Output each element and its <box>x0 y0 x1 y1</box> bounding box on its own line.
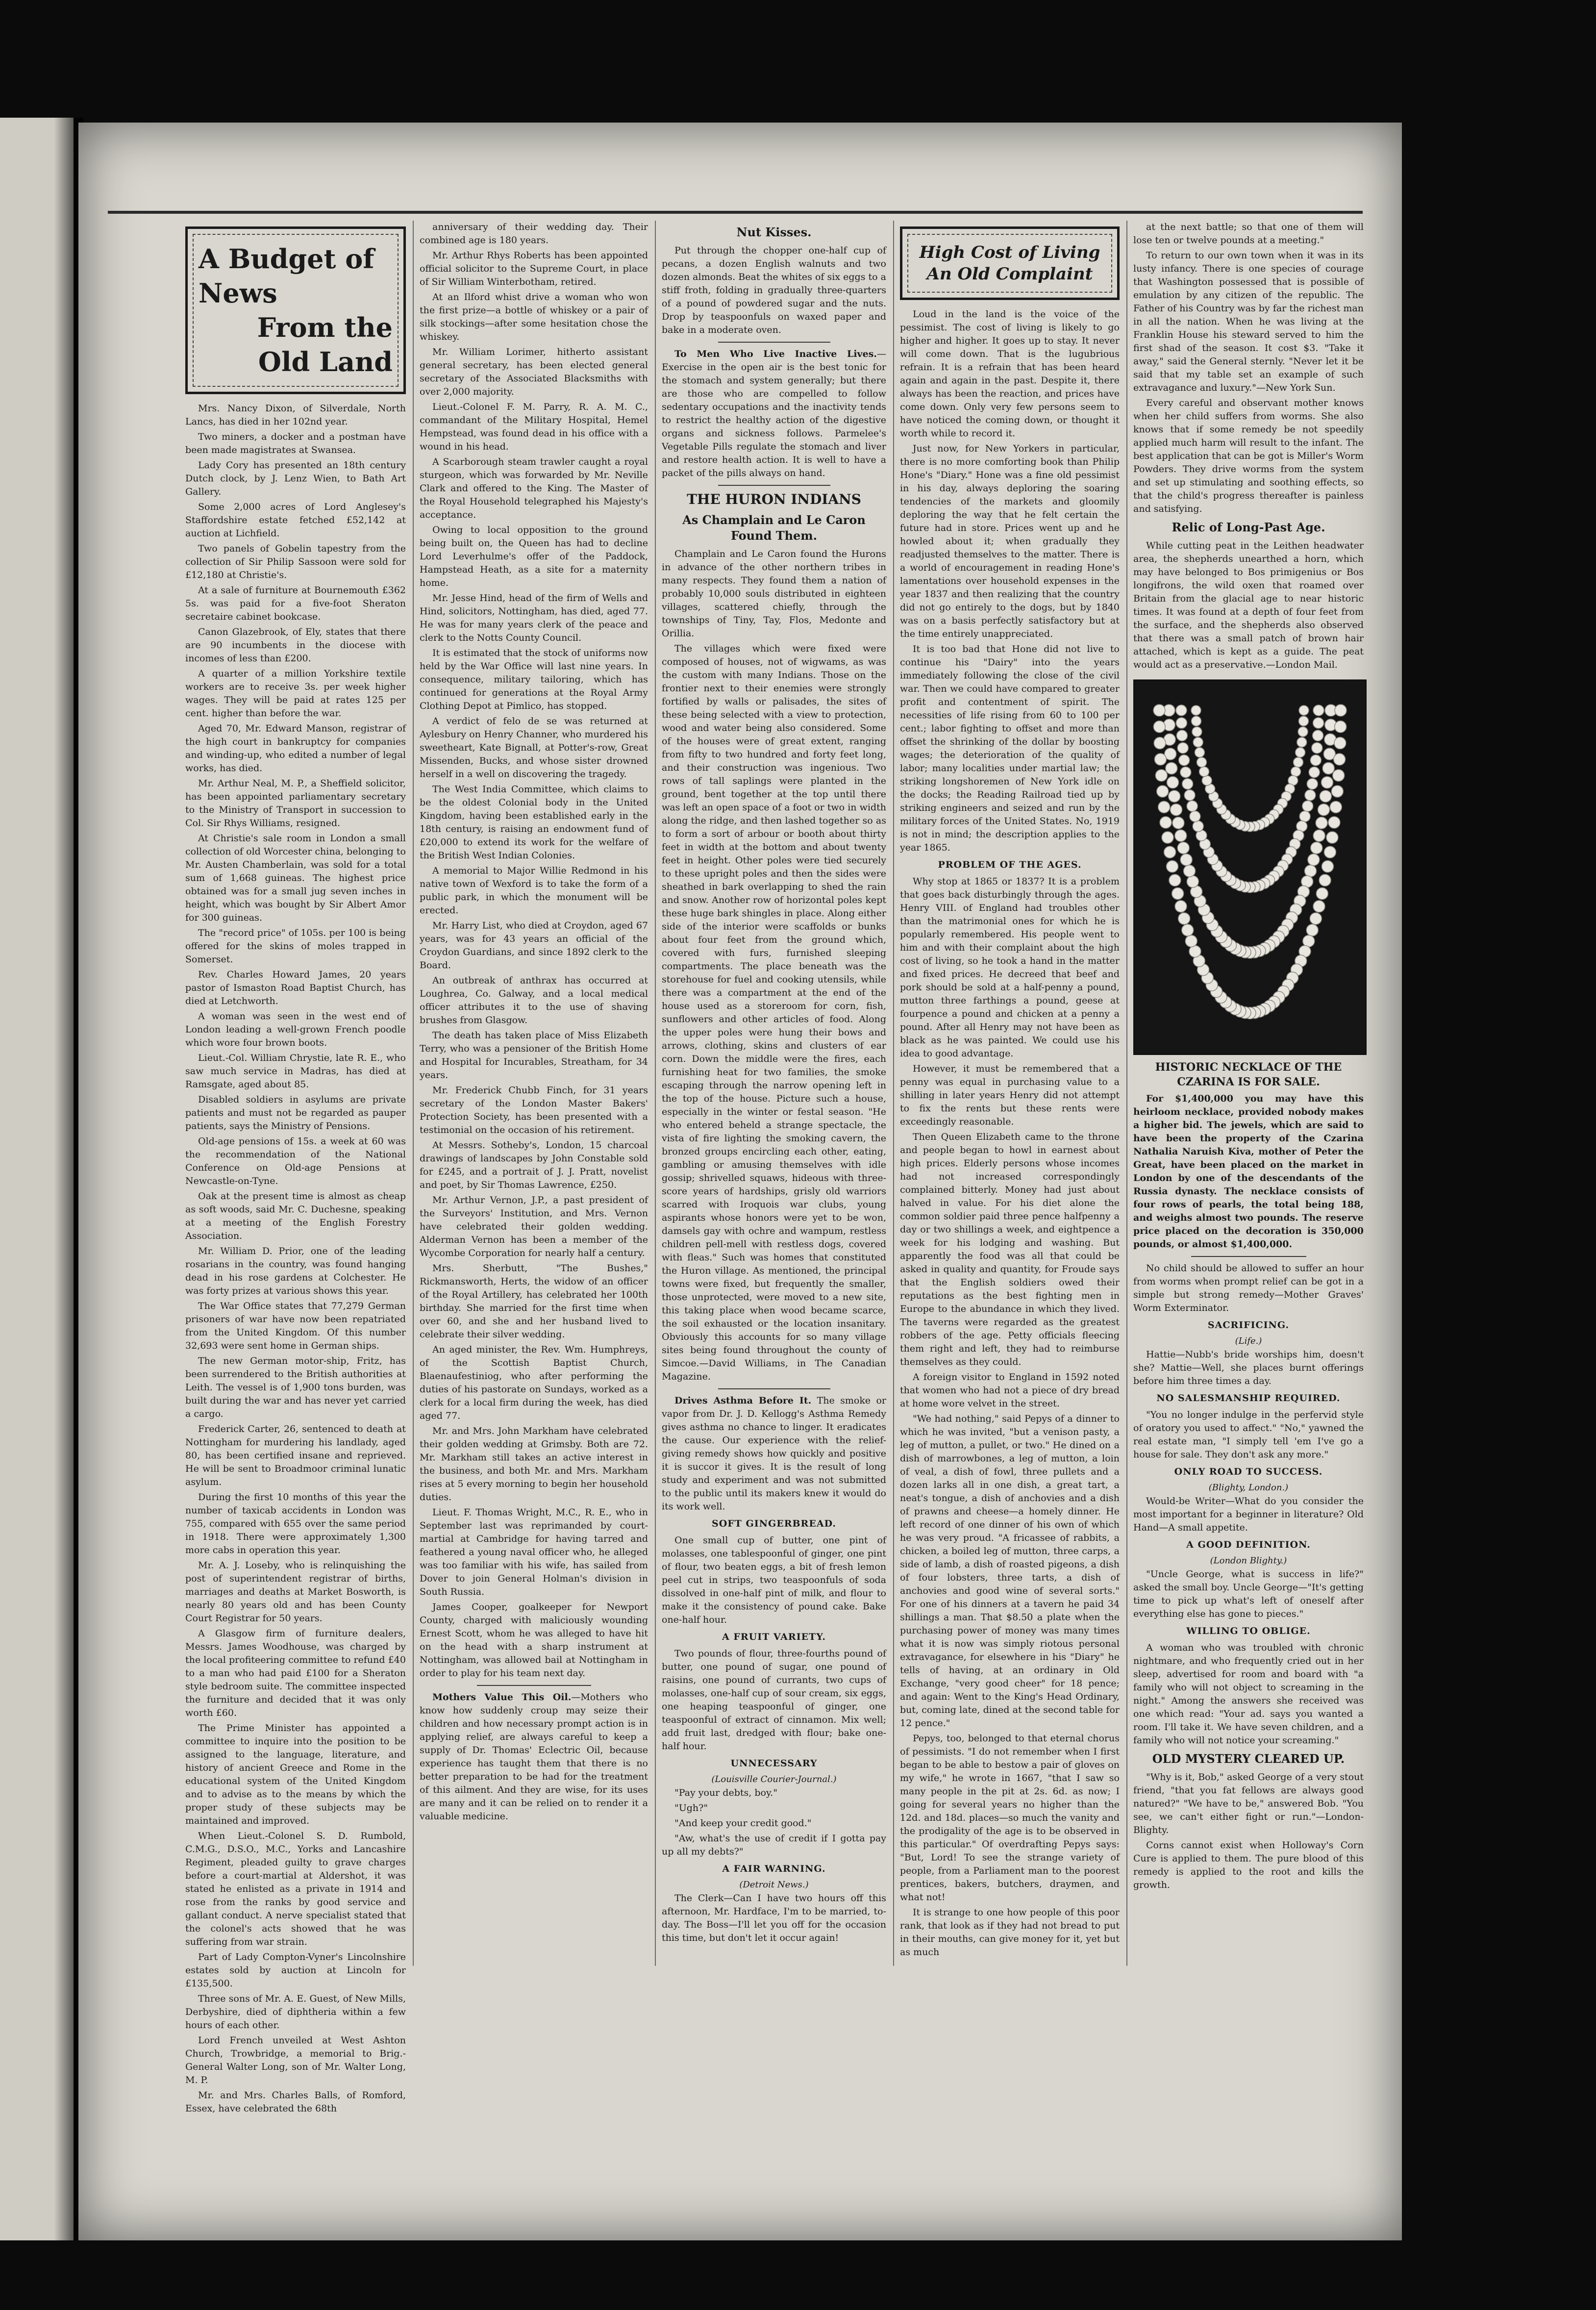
news-item: Part of Lady Compton-Vyner's Lincolnshire estates sold by auction at Lincoln for £135,500. <box>185 1952 406 1989</box>
news-item: A quarter of a million Yorkshire textile workers are to receive 3s. per week higher wages. They will be paid at rates 125 per cent. higher than before the war. <box>185 668 406 719</box>
unnecessary-source: (Louisville Courier-Journal.) <box>711 1774 837 1784</box>
news-item: An aged minister, the Rev. Wm. Humphreys, of the Scottish Baptist Church, Blaenaufestiniog, who after performing the duties of his pastorate on Sundays, worked as a clerk for a local firm during the week, has died aged 77. <box>420 1344 648 1421</box>
pearl-necklace-image <box>1135 681 1365 1054</box>
road-to-success-heading: ONLY ROAD TO SUCCESS. <box>1174 1466 1323 1477</box>
pearl <box>1169 875 1181 886</box>
news-item: When Lieut.-Colonel S. D. Rumbold, C.M.G., D.S.O., M.C., Yorks and Lancashire Regiment, pleaded guilty to grave charges before a court-martial at Aldershot, it was stated he enlisted as a private in 1914 and rose from the ranks by good service and gallant conduct. A nerve specialist stated that the colonel's acts showed that he was suffering from war strain. <box>185 1831 406 1947</box>
article-paragraph: "We had nothing," said Pepys of a dinner to which he was invited, "but a venison pasty, a leg of mutton, a pullet, or two." He dined on a dish of marrowbones, a leg of mutton, a loin of veal, a dish of fowl, three pullets and a dozen larks all in one dish, a great tart, a neat's tongue, a dish of anchovies and a dish of prawns and cheese—a homely dinner. He left record of one dinner of his own of which he was very proud. "A fricassee of rabbits, a chicken, a boiled leg of mutton, three carps, a side of lamb, a dish of roasted pigeons, a dish of four lobsters, three tarts, a dish of anchovies and good wine of several sorts." For one of his dinners at a tavern he paid 34 shillings a man. That $8.50 a plate when the purchasing power of money was many times what it is now was simply riotous personal extravagance, for elsewhere in his "Diary" he tells of having, at an ordinary in Old Exchange, "very good cheer" for 18 pence; and again: Went to the King's Head Ordinary, but, coming late, dined at the second table for 12 pence." <box>900 1413 1120 1729</box>
worm-ad-text: No child should be allowed to suffer an hour from worms when prompt relief can be got in a simple but strong remedy—Mother Graves' Worm Exterminator. <box>1133 1263 1364 1313</box>
dialogue-line: "And keep your credit good." <box>674 1818 812 1829</box>
pearl <box>1187 801 1197 811</box>
pearl <box>1187 876 1198 887</box>
column-1 <box>185 221 406 2114</box>
news-item: Mr. Harry List, who died at Croydon, aged 67 years, was for 43 years an official of the Croydon Guardians, and since 1892 clerk to the Board. <box>420 920 648 971</box>
pearl <box>1171 804 1182 816</box>
pearl <box>1169 790 1180 802</box>
sacrificing-text: Hattie—Nubb's bride worships him, doesn't she? Mattie—Well, she places burnt offerings before him three times a day. <box>1133 1349 1364 1386</box>
fruit-variety-text: Two pounds of flour, three-fourths pound of butter, one pound of sugar, one pound of raisins, one pound of currants, two cups of molasses, one-half cup of sour cream, six eggs, one heaping teaspoonful of ginger, one teaspoonful of extract of cinnamon. Mix well; add fruit last, dredged with flour; bake one-half hour. <box>662 1648 886 1752</box>
nut-kisses-heading: Nut Kisses. <box>736 225 812 239</box>
news-items <box>185 402 406 2115</box>
road-to-success-source: (Blighty, London.) <box>1208 1482 1289 1493</box>
news-item: Mr. and Mrs. Charles Balls, of Romford, Essex, have celebrated the 68th <box>185 2090 406 2114</box>
article-paragraph: Champlain and Le Caron found the Hurons in advance of the other northern tribes in many respects. They found them a nation of probably 10,000 souls distributed in eighteen villages, scattered chiefly, through the townships of Tiny, Tay, Flos, Medonte and Orillia. <box>662 549 886 639</box>
gingerbread-text: One small cup of butter, one pint of molasses, one tablespoonful of ginger, one pint of flour, two beaten eggs, a bit of fresh lemon peel cut in strips, two teaspoonfuls of soda dissolved in one-half pint of milk, and flour to make it the consistency of pound cake. Bake one-half hour. <box>662 1535 886 1625</box>
pearl <box>1313 830 1325 842</box>
pearl <box>1335 721 1347 732</box>
rule <box>718 342 830 343</box>
pearl <box>1155 770 1167 781</box>
oblige-heading: WILLING TO OBLIGE. <box>1186 1626 1311 1636</box>
mystery-heading: OLD MYSTERY CLEARED UP. <box>1152 1752 1345 1766</box>
necklace-caption-title: HISTORIC NECKLACE OF THE CZARINA IS FOR SALE. <box>1155 1061 1342 1088</box>
pearl <box>1322 762 1334 774</box>
pearl <box>1179 755 1190 766</box>
article-paragraph: It is too bad that Hone did not live to continue his "Dairy" into the years immediately following the close of the civil war. Then we could have compared to greater profit and contentment of spirit. The necessities of life rising from 60 to 100 per cent.; labor fighting to offset and more than offset the shrinking of the dollar by boosting wages; the deterioration of the quality of labor; many localities under martial law; the striking longshoremen of New York idle on the docks; the Reading Railroad tied up by striking engineers and seized and run by the military forces of the United States. No, 1919 is not in mind; the description applies to the year 1865. <box>900 644 1120 853</box>
top-rule <box>108 211 1363 214</box>
column-separator <box>893 221 894 1966</box>
news-item: James Cooper, goalkeeper for Newport County, charged with maliciously wounding Ernest Scott, whom he was alleged to have hit on the head with a sharp instrument at Nottingham, was allowed bail at Nottingham in order to play for his team next day. <box>420 1602 648 1679</box>
mystery-text: "Why is it, Bob," asked George of a very stout friend, "that you fat fellows are always good natured?" "We have to be," answered Bob. "You see, we can't either fight or run."—London-Blighty. <box>1133 1772 1364 1835</box>
news-item: Mr. A. J. Loseby, who is relinquishing the post of superintendent registrar of births, marriages and deaths at Market Bosworth, is nearly 80 years old and has been County Court Registrar for 50 years. <box>185 1560 406 1624</box>
pearl <box>1296 748 1305 757</box>
news-item: Old-age pensions of 15s. a week at 60 was the recommendation of the National Conference on Old-age Pensions at Newcastle-on-Tyne. <box>185 1136 406 1186</box>
article-paragraph: Then Queen Elizabeth came to the throne and people began to howl in earnest about high prices. Elderly persons whose incomes had not increased correspondingly complained bitterly. Money had just about halved in value. For his diet alone the common soldier paid three pence halfpenny a day or two shillings a week, and eightpence a week for his lodging and washing. But apparently the food was all that could be asked in quality and quantity, for Froude says that the English soldiers owed their reputations as the best fighting men in Europe to the abundance in which they lived. The taverns were regarded as the greatest robbers of the age. Petty officials fleecing them right and left, they had to reimburse themselves as they could. <box>900 1131 1120 1367</box>
pearl <box>1192 716 1201 726</box>
pearl <box>1299 705 1309 715</box>
rule <box>718 1388 830 1389</box>
huron-subheading: As Champlain and Le Caron Found Them. <box>682 513 866 543</box>
fair-warning-source: (Detroit News.) <box>739 1880 809 1890</box>
news-item: Aged 70, Mr. Edward Manson, registrar of the high court in bankruptcy for companies and winding-up, who edited a number of legal works, has died. <box>185 723 406 774</box>
relic-heading: Relic of Long-Past Age. <box>1172 520 1325 534</box>
pearl <box>1313 705 1324 716</box>
pearl <box>1199 767 1209 777</box>
news-item: Rev. Charles Howard James, 20 years pastor of Ismaston Road Baptist Church, has died at Letchworth. <box>185 969 406 1006</box>
headline-line-2: An Old Complaint <box>926 264 1093 284</box>
news-item: The death has taken place of Miss Elizabeth Terry, who was a pensioner of the British Home and Hospital for Incurables, Streatham, for 34 years. <box>420 1030 648 1080</box>
fruit-variety-heading: A FRUIT VARIETY. <box>722 1632 826 1642</box>
pearl <box>1313 901 1325 912</box>
news-item: Two miners, a docker and a postman have been made magistrates at Swansea. <box>185 431 406 455</box>
mothers-oil-ad <box>420 1691 648 1823</box>
pearl <box>1299 811 1310 822</box>
pearl <box>1192 727 1202 737</box>
pearl <box>1334 753 1346 765</box>
pearl <box>1297 737 1307 747</box>
pearl <box>1313 718 1324 728</box>
unnecessary-heading: UNNECESSARY <box>730 1758 818 1769</box>
pearl <box>1312 743 1322 753</box>
article-paragraph: Why stop at 1865 or 1837? It is a problem that goes back disturbingly through the ages. Henry VIII. of England had troubles other than the matrimonial ones for which he is popularly remembered. His people went to him and with their complaint about the high cost of living, so he took a hand in the matter and fixed prices. He decreed that beef and pork should be sold at a half-penny a pound, mutton three farthings a pound, geese at fourpence a pound and chicken at a penny a pound. After all Henry may not have been as black as he was painted. We could use his idea to good advantage. <box>900 876 1120 1059</box>
headline-line-1: High Cost of Living <box>919 243 1100 262</box>
news-item: The War Office states that 77,279 German prisoners of war have now been repatriated from the United Kingdom. Of this number 32,693 were sent home in German ships. <box>185 1301 406 1351</box>
column-3 <box>662 221 886 1966</box>
news-item: Mrs. Nancy Dixon, of Silverdale, North Lancs, has died in her 102nd year. <box>185 403 406 427</box>
news-item: Lord French unveiled at West Ashton Church, Trowbridge, a memorial to Brig.-General Walter Long, son of Mr. Walter Long, M. P. <box>185 2035 406 2085</box>
pearl <box>1157 785 1169 797</box>
pearl <box>1180 854 1192 866</box>
news-item: anniversary of their wedding day. Their combined age is 180 years. <box>420 222 648 246</box>
pearl <box>1190 811 1200 822</box>
pearl <box>1309 767 1320 778</box>
news-item: Mr. William Lorimer, hitherto assistant general secretary, has been elected general secretary of the Associated Blacksmiths with over 2,000 majority. <box>420 347 648 397</box>
corn-cure-text: Corns cannot exist when Holloway's Corn Cure is applied to them. The pure blood of this remedy is applied to the root and kills the growth. <box>1133 1840 1364 1890</box>
pearl <box>1326 831 1338 843</box>
inactive-lives-text: —Exercise in the open air is the best tonic for the stomach and system generally; but there are those who are compelled to follow sedentary occupations and the inactivity tends to restrict the healthy action of the digestive organs and sickness follows. Parmelee's Vegetable Pills regulate the stomach and liver and restore health action. It is well to have a packet of the pills always on hand. <box>662 349 886 478</box>
definition-heading: A GOOD DEFINITION. <box>1186 1539 1311 1550</box>
pearl <box>1322 777 1333 788</box>
fair-warning-heading: A FAIR WARNING. <box>722 1863 826 1874</box>
pearl <box>1310 755 1321 766</box>
pearl <box>1331 785 1343 797</box>
news-item: Mr. Jesse Hind, head of the firm of Wells and Hind, solicitors, Nottingham, has died, aged 77. He was for many years clerk of the peace and clerk to the Notts County Council. <box>420 593 648 643</box>
pearl <box>1322 860 1334 872</box>
pearl <box>1197 757 1207 767</box>
pearl <box>1193 737 1203 747</box>
news-item: Mr. Arthur Vernon, J.P., a past president of the Surveyors' Institution, and Mrs. Vernon have celebrated their golden wedding. Alderman Vernon has been a member of the Wycombe Corporation for nearly half a century. <box>420 1195 648 1258</box>
article-paragraph: at the next battle; so that one of them will lose ten or twelve pounds at a meeting." <box>1133 222 1364 246</box>
article-paragraph: However, it must be remembered that a penny was equal in purchasing value to a shilling in later years Henry did not attempt to fix the rents but these rents were exceedingly reasonable. <box>900 1063 1120 1127</box>
dialogue-line: "Aw, what's the use of credit if I gotta pay up all my debts?" <box>662 1833 886 1857</box>
dialogue-line: "Pay your debts, boy." <box>674 1787 777 1798</box>
news-item: A memorial to Major Willie Redmond in his native town of Wexford is to take the form of a public park, in which the monument will be erected. <box>420 865 648 916</box>
definition-text: "Uncle George, what is success in life?" asked the small boy. Uncle George—"It's getting time to pick up what's left of oneself after everything else has gone to pieces." <box>1133 1569 1364 1619</box>
column-5 <box>1133 221 1364 1966</box>
pearl <box>1178 913 1190 925</box>
column-separator <box>655 221 656 1966</box>
headline-line-1: A Budget of News <box>199 243 374 309</box>
news-item: At Christie's sale room in London a small collection of old Worcester china, belonging to Mr. Austen Chamberlain, was sold for a total sum of 1,668 guineas. The highest price obtained was for a small jug seven inches in height, which was bought by Sir Albert Amor for 300 guineas. <box>185 833 406 923</box>
asthma-ad <box>662 1394 886 1513</box>
pearl <box>1175 901 1187 912</box>
pearl <box>1182 924 1194 936</box>
pearl <box>1308 854 1320 866</box>
pearl <box>1182 778 1193 789</box>
salesmanship-text: "You no longer indulge in the perfervid style of oratory you used to affect." "No," yawned the real estate man, "I simply tell 'em I've go a house for sale. They don't ask any more." <box>1133 1409 1364 1460</box>
inactive-lives-heading: To Men Who Live Inactive Lives. <box>674 349 877 359</box>
pearl <box>1310 913 1322 925</box>
pearl <box>1177 743 1188 753</box>
news-item: Some 2,000 acres of Lord Anglesey's Staffordshire estate fetched £52,142 at auction at Lichfield. <box>185 502 406 539</box>
pearl <box>1307 778 1318 789</box>
pearl <box>1166 762 1177 774</box>
article-paragraph: Just now, for New Yorkers in particular, there is no more comforting book than Philip Hone's "Diary." Hone was a fine old pessimist in his day, always deploring the soaring tendencies of the markets and gloomily deploring the way that he felt certain the future had in store. Prices went up and he howled about it; when gradually they readjusted themselves to the matter. There is a world of encouragement in reading Hone's lamentations over household expenses in the year 1837 and then realizing that the country did not go entirely to the dogs, but by 1840 was on a basis perfectly satisfactory but at the time entirely unappreciated. <box>900 443 1120 639</box>
sacrificing-heading: SACRIFICING. <box>1207 1320 1290 1331</box>
pearl <box>1167 777 1179 788</box>
news-item: Mr. Frederick Chubb Finch, for 31 years secretary of the London Master Bakers' Protection Society, has been presented with a testimonial on the occasion of his retirement. <box>420 1085 648 1135</box>
cost-of-living-article <box>900 308 1120 854</box>
pearl <box>1176 718 1187 728</box>
news-item: A verdict of felo de se was returned at Aylesbury on Henry Channer, who murdered his sweetheart, Kate Bignall, at Potter's-row, Great Missenden, Bucks, and whose sister drowned herself in a well on discovering the tragedy. <box>420 716 648 779</box>
huron-article <box>662 548 886 1383</box>
news-item: The new German motor-ship, Fritz, has been surrendered to the British authorities at Leith. The vessel is of 1,900 tons burden, was built during the war and has never yet carried a cargo. <box>185 1356 406 1419</box>
pearl <box>1172 817 1184 829</box>
news-item: Lieut.-Col. William Chrystie, late R. E., who saw much service in Madras, has died at Ramsgate, aged about 85. <box>185 1053 406 1090</box>
pearl <box>1154 737 1166 749</box>
pearl <box>1172 888 1184 900</box>
pearl <box>1335 704 1347 716</box>
pearl <box>1316 888 1328 900</box>
news-item: Mrs. Sherbutt, "The Bushes," Rickmansworth, Herts, the widow of an officer of the Royal Artillery, has celebrated her 100th birthday. She married for the first time when over 60, and she and her husband lived to celebrate their silver wedding. <box>420 1263 648 1340</box>
oblige-text: A woman who was troubled with chronic nightmare, and who frequently cried out in her sleep, advertised for room and board with "a family who will not object to screaming in the night." Among the answers she received was one which read: "Your ad. says you wanted a room. I'll take it. We have seven children, and a family who will not notice your screaming." <box>1133 1642 1364 1746</box>
pearl <box>1306 924 1318 936</box>
pearl <box>1175 830 1187 842</box>
pearl <box>1302 801 1313 811</box>
unnecessary-dialogue <box>662 1786 886 1858</box>
pearl <box>1162 831 1173 843</box>
gingerbread-heading: SOFT GINGERBREAD. <box>712 1518 836 1529</box>
pearl <box>1160 817 1172 829</box>
news-item: An outbreak of anthrax has occurred at Loughrea, Co. Galway, and a local medical officer attributes it to the use of shaving brushes from Glasgow. <box>420 975 648 1026</box>
news-item: A Scarborough steam trawler caught a royal sturgeon, which was forwarded by Mr. Neville Clark and offered to the King. The Master of the Royal Household telegraphed his Majesty's acceptance. <box>420 456 648 520</box>
pearl <box>1328 817 1340 829</box>
news-item: Oak at the present time is almost as cheap as soft woods, said Mr. C. Duchesne, speaking at a meeting of the English Forestry Association. <box>185 1191 406 1241</box>
column-separator <box>1126 221 1127 1966</box>
news-item: The Prime Minister has appointed a committee to inquire into the position to be assigned to the language, literature, and history of ancient Greece and Rome in the educational system of the United Kingdom and to advise as to the means by which the proper study of these subjects may be maintained and improved. <box>185 1723 406 1826</box>
pearl <box>1158 801 1170 813</box>
pearl <box>1164 846 1176 858</box>
news-item: The "record price" of 105s. per 100 is being offered for the skins of moles trapped in Somerset. <box>185 928 406 965</box>
pearl <box>1191 705 1201 715</box>
article-paragraph: Every careful and observant mother knows when her child suffers from worms. She also knows that if some remedy be not speedily applied much harm will result to the infant. The best application that can be got is Miller's Worm Powders. They drive worms from the system and set up stimulating and soothing effects, so that the child's progress thereafter is painless and satisfying. <box>1133 398 1364 514</box>
pearl <box>1185 935 1197 947</box>
news-item: It is estimated that the stock of uniforms now held by the War Office will last nine years. In consequence, military tailoring, which has continued for generations at the Royal Army Clothing Depot at Pimlico, has stopped. <box>420 648 648 711</box>
pearl <box>1298 727 1308 737</box>
mothers-oil-heading: Mothers Value This Oil. <box>432 1692 572 1703</box>
road-to-success-text: Would-be Writer—What do you consider the most important for a beginner in literature? Old Hand—A small appetite. <box>1133 1496 1364 1533</box>
article-paragraph: The villages which were fixed were composed of houses, not of wigwams, as was the custom with many Indians. Those on the frontier next to their enemies were strongly fortified by walls or palisades, the sites of these being selected with a view to protection, wood and water being also considered. Some of the houses were of great extent, ranging from fifty to two hundred and forty feet long, and their construction was ingenious. Two rows of tall saplings were planted in the ground, bent together at the top until there was left an open space of a foot or two in width along the ridge, and then lashed together so as to form a sort of arbour or booth about thirty feet in width at the bottom and about twenty feet in height. Other poles were tied securely to these upright poles and then the sides were sheathed in bark overlapping to shed the rain and snow. Another row of horizontal poles kept these huge bark shingles in place. Along either side of the interior were scaffolds or bunks about four feet from the ground which, covered with furs, furnished sleeping compartments. The place beneath was the storehouse for fuel and cooking utensils, while there was a compartment at the end of the house used as a storeroom for corn, fish, sunflowers and other articles of food. Along the upper poles were hung their bows and arrows, clothing, skins and clusters of ear corn. Down the middle were the fires, each furnishing heat for two families, the smoke escaping through the narrow opening left in the top of the house. Picture such a house, especially in the winter or festal season. "He who entered beheld a strange spectacle, the vista of fire lighting the smoking cavern, the bronzed groups encircling each other, eating, gambling or amusing themselves with idle gossip; shrivelled squaws, hideous with three-score years of hardships, grisly old warriors scarred with Iroquois war clubs, young aspirants whose honors were yet to be won, damsels gay with ochre and wampum, restless children pell-mell with restless dogs, covered with fleas." Such was homes that constituted the Huron village. As mentioned, the principal towns were fixed, but frequently the smaller, those unprotected, were moved to a new site, this taking place when wood became scarce, the soil exhausted or the location insanitary. Obviously this accounts for so many village sites being found throughout the county of Simcoe.—David Williams, in The Canadian Magazine. <box>662 643 886 1382</box>
inactive-lives-ad <box>662 348 886 480</box>
pearl <box>1333 770 1345 781</box>
pearl <box>1176 705 1187 716</box>
pearl <box>1320 790 1331 802</box>
column-4 <box>900 221 1120 1966</box>
news-item: Lieut. F. Thomas Wright, M.C., R. E., who in September last was reprimanded by court-martial at Cambridge for having tarred and feathered a young naval officer who, he alleged was too familiar with his wife, has sailed from Dover to join General Holman's division in South Russia. <box>420 1507 648 1597</box>
pearl <box>1167 860 1178 872</box>
relic-text: While cutting peat in the Leithen headwater area, the shepherds unearthed a horn, which may have belonged to Bos primigenius or Bos longifrons, the wild oxen that roamed over Britain from the glacial age to near historic times. It was found at a depth of four feet from the surface, and the shepherds also observed that there was a small patch of brown hair attached, which is kept as a guide. The peat would act as a preservative.—London Mail. <box>1133 540 1364 670</box>
article-paragraph: Pepys, too, belonged to that eternal chorus of pessimists. "I do not remember when I first began to be able to bestow a pair of gloves on my wife," he wrote in 1667, "that I saw so many people in the pit at 2s. 6d. as now; I going for several years no higher than the 12d. and 18d. places—so much the vanity and the prodigality of the age is to be observed in this particular." Of overdrafting Pepys says: "But, Lord! To see the strange variety of people, from a Parliament man to the poorest prentices, bakers, butchers, draymen, and what not! <box>900 1733 1120 1903</box>
asthma-text: The smoke or vapor from Dr. J. D. Kellogg's Asthma Remedy gives asthma no chance to linger. It eradicates the cause. Our experience with the relief-giving remedy shows how quickly and positive it is succor it gives. It is the result of long study and experiment and was not submitted to the public until its makers knew it would do its work well. <box>662 1395 887 1512</box>
pearl <box>1193 821 1203 831</box>
news-item: Three sons of Mr. A. E. Guest, of New Mills, Derbyshire, died of diphtheria within a few hours of each other. <box>185 1993 406 2031</box>
rule <box>1191 1256 1306 1257</box>
pearl <box>1177 842 1189 854</box>
news-item: Mr. and Mrs. John Markham have celebrated their golden wedding at Grimsby. Both are 72. Mr. Markham still takes an active interest in the business, and both Mr. and Mrs. Markham rises at 5 every morning to begin her household duties. <box>420 1426 648 1503</box>
article-paragraph: It is strange to one how people of this poor rank, that look as if they had not bread to put in their mouths, can give money for it, yet but as much <box>900 1907 1120 1958</box>
definition-source: (London Blighty.) <box>1210 1556 1287 1566</box>
pearl <box>1291 767 1301 777</box>
pearl <box>1311 842 1322 854</box>
huron-heading: THE HURON INDIANS <box>687 491 861 507</box>
news-item: Two panels of Gobelin tapestry from the collection of Sir Philip Sassoon were sold for £12,180 at Christie's. <box>185 543 406 580</box>
fair-warning-text: The Clerk—Can I have two hours off this afternoon, Mr. Hardface, I'm to be married, to-day. The Boss—I'll let you off for the occasion this time, but don't let it occur again! <box>662 1893 886 1943</box>
sacrificing-source: (Life.) <box>1235 1336 1262 1346</box>
dialogue-line: "Ugh?" <box>674 1803 708 1813</box>
article-paragraph: To return to our own town when it was in its lusty infancy. There is one species of courage that Washington possessed that is possible of emulation by any citizen of the republic. The Father of his Country was by far the richest man in all the nation. When he was living at the Franklin House his steward served to him the first shad of the season. It cost $3. "Take it away," said the General sternly. "Never let it be said that my table set an example of such extravagance and luxury."—New York Sun. <box>1133 250 1364 393</box>
problem-heading: PROBLEM OF THE AGES. <box>938 859 1082 870</box>
pearl <box>1299 716 1309 726</box>
news-item: Mr. William D. Prior, one of the leading rosarians in the country, was found hanging dead in his rose gardens at Colchester. He was forty prizes at various shows this year. <box>185 1246 406 1296</box>
pearl <box>1180 767 1191 778</box>
news-items-continued <box>420 221 648 1680</box>
pearl <box>1153 704 1165 716</box>
news-item: Owing to local opposition to the ground being built on, the Queen has had to decline Lord Leverhulme's offer of the Paddock, Hampstead Heath, as a site for a maternity home. <box>420 525 648 588</box>
pearl <box>1319 875 1331 886</box>
pearl <box>1324 846 1336 858</box>
news-item: Mr. Arthur Rhys Roberts has been appointed official solicitor to the Supreme Court, in place of Sir William Winterbotham, retired. <box>420 250 648 287</box>
pearl <box>1195 748 1204 757</box>
headline-line-2: From the Old Land <box>257 312 393 377</box>
headline-box <box>185 226 406 394</box>
column-2 <box>420 221 648 1966</box>
necklace-photo <box>1133 679 1367 1055</box>
article-paragraph: A foreign visitor to England in 1592 noted that women who had not a piece of dry bread at home wore velvet in the street. <box>900 1372 1120 1409</box>
asthma-heading: Drives Asthma Before It. <box>674 1395 812 1406</box>
pearl <box>1153 721 1165 732</box>
news-item: The West India Committee, which claims to be the oldest Colonial body in the United Kingdom, having been established early in the 18th century, is raising an endowment fund of £20,000 to extend its work for the welfare of the British West Indian Colonies. <box>420 784 648 861</box>
nut-kisses-text: Put through the chopper one-half cup of pecans, a dozen English walnuts and two dozen almonds. Beat the whites of six eggs to a stiff froth, folding in gradually three-quarters of a pound of powdered sugar and the nuts. Drop by teaspoonfuls on waxed paper and bake in a moderate oven. <box>662 245 886 335</box>
article-paragraph: Loud in the land is the voice of the pessimist. The cost of living is likely to go higher and higher. It goes up to stay. It never will come down. That is the lugubrious refrain. It is a refrain that has been heard again and again in the past. Despite it, there always has been the reaction, and prices have come down. Only very few persons seem to have noticed the coming down, or thought it worth while to record it. <box>900 309 1120 439</box>
pearl <box>1316 817 1327 829</box>
pearl <box>1184 790 1195 801</box>
headline-box <box>900 226 1120 300</box>
pearl <box>1330 801 1342 813</box>
pearl <box>1334 737 1346 749</box>
pearl <box>1184 865 1196 877</box>
news-item: Frederick Carter, 26, sentenced to death at Nottingham for murdering his landlady, aged 80, has been certified insane and reprieved. He will be sent to Broadmoor criminal lunatic asylum. <box>185 1424 406 1487</box>
news-item: During the first 10 months of this year the number of taxicab accidents in London was 755, compared with 655 over the same period in 1918. There were approximately 1,300 more cabs in operation this year. <box>185 1492 406 1556</box>
news-item: At a sale of furniture at Bournemouth £362 5s. was paid for a five-foot Sheraton secretaire cabinet bookcase. <box>185 585 406 622</box>
news-item: Canon Glazebrook, of Ely, states that there are 90 incumbents in the diocese with incomes of less than £200. <box>185 627 406 664</box>
news-item: Mr. Arthur Neal, M. P., a Sheffield solicitor, has been appointed parliamentary secretary to the Ministry of Transport in succession to Col. Sir Rhys Williams, resigned. <box>185 778 406 829</box>
column-separator <box>413 221 414 1966</box>
news-item: A Glasgow firm of furniture dealers, Messrs. James Woodhouse, was charged by the local profiteering committee to refund £40 to a man who had paid £100 for a Sheraton style bedroom suite. The committee inspected the furniture and decided that it was only worth £60. <box>185 1628 406 1718</box>
news-item: At an Ilford whist drive a woman who won the first prize—a bottle of whiskey or a pair of silk stockings—after some hesitation chose the whiskey. <box>420 292 648 342</box>
news-item: Lady Cory has presented an 18th century Dutch clock, by J. Lenz Wien, to Bath Art Gallery. <box>185 460 406 497</box>
news-item: At Messrs. Sotheby's, London, 15 charcoal drawings of landscapes by John Constable sold for £245, and a portrait of J. J. Pratt, novelist and poet, by Sir Thomas Lawrence, £250. <box>420 1140 648 1190</box>
column-5-items <box>1133 221 1364 516</box>
pearl <box>1318 804 1330 816</box>
mothers-oil-text: —Mothers who know how suddenly croup may seize their children and how necessary prompt action is in applying relief, are always careful to keep a supply of Dr. Thomas' Eclectric Oil, because experience has taught them that there is no better preparation to be had for the treatment of this ailment. And they are wise, for its uses are many and it can be relied on to render it a valuable medicine. <box>420 1692 648 1822</box>
pearl <box>1202 776 1212 785</box>
pearl <box>1294 757 1303 767</box>
news-item: Lieut.-Colonel F. M. Parry, R. A. M. C., commandant of the Military Hospital, Hemel Hempstead, was found dead in his office with a wound in his head. <box>420 402 648 452</box>
rule <box>477 1685 591 1686</box>
pearl <box>1305 865 1317 877</box>
pearl <box>1313 730 1323 741</box>
news-item: Disabled soldiers in asylums are private patients and must not be regarded as pauper patients, says the Ministry of Pensions. <box>185 1094 406 1131</box>
necklace-caption-text: For $1,400,000 you may have this heirloom necklace, provided nobody makes a higher bid. The jewels, which are said to have been the property of the Czarina Nathalia Naruish Kiva, mother of Peter the Great, have been placed on the market in London by one of the descendants of the Russia dynasty. The necklace consists of four rows of pearls, the total being 188, and weighs almost two pounds. The reserve price placed on the decoration is 350,000 pounds, or almost $1,400,000. <box>1133 1093 1364 1250</box>
pearl <box>1176 730 1187 741</box>
salesmanship-heading: NO SALESMANSHIP REQUIRED. <box>1156 1393 1341 1404</box>
pearl <box>1305 790 1316 801</box>
pearl <box>1154 753 1166 765</box>
rule <box>718 485 830 486</box>
problem-article <box>900 875 1120 1959</box>
news-item: A woman was seen in the west end of London leading a well-grown French poodle which wore four brown boots. <box>185 1011 406 1048</box>
